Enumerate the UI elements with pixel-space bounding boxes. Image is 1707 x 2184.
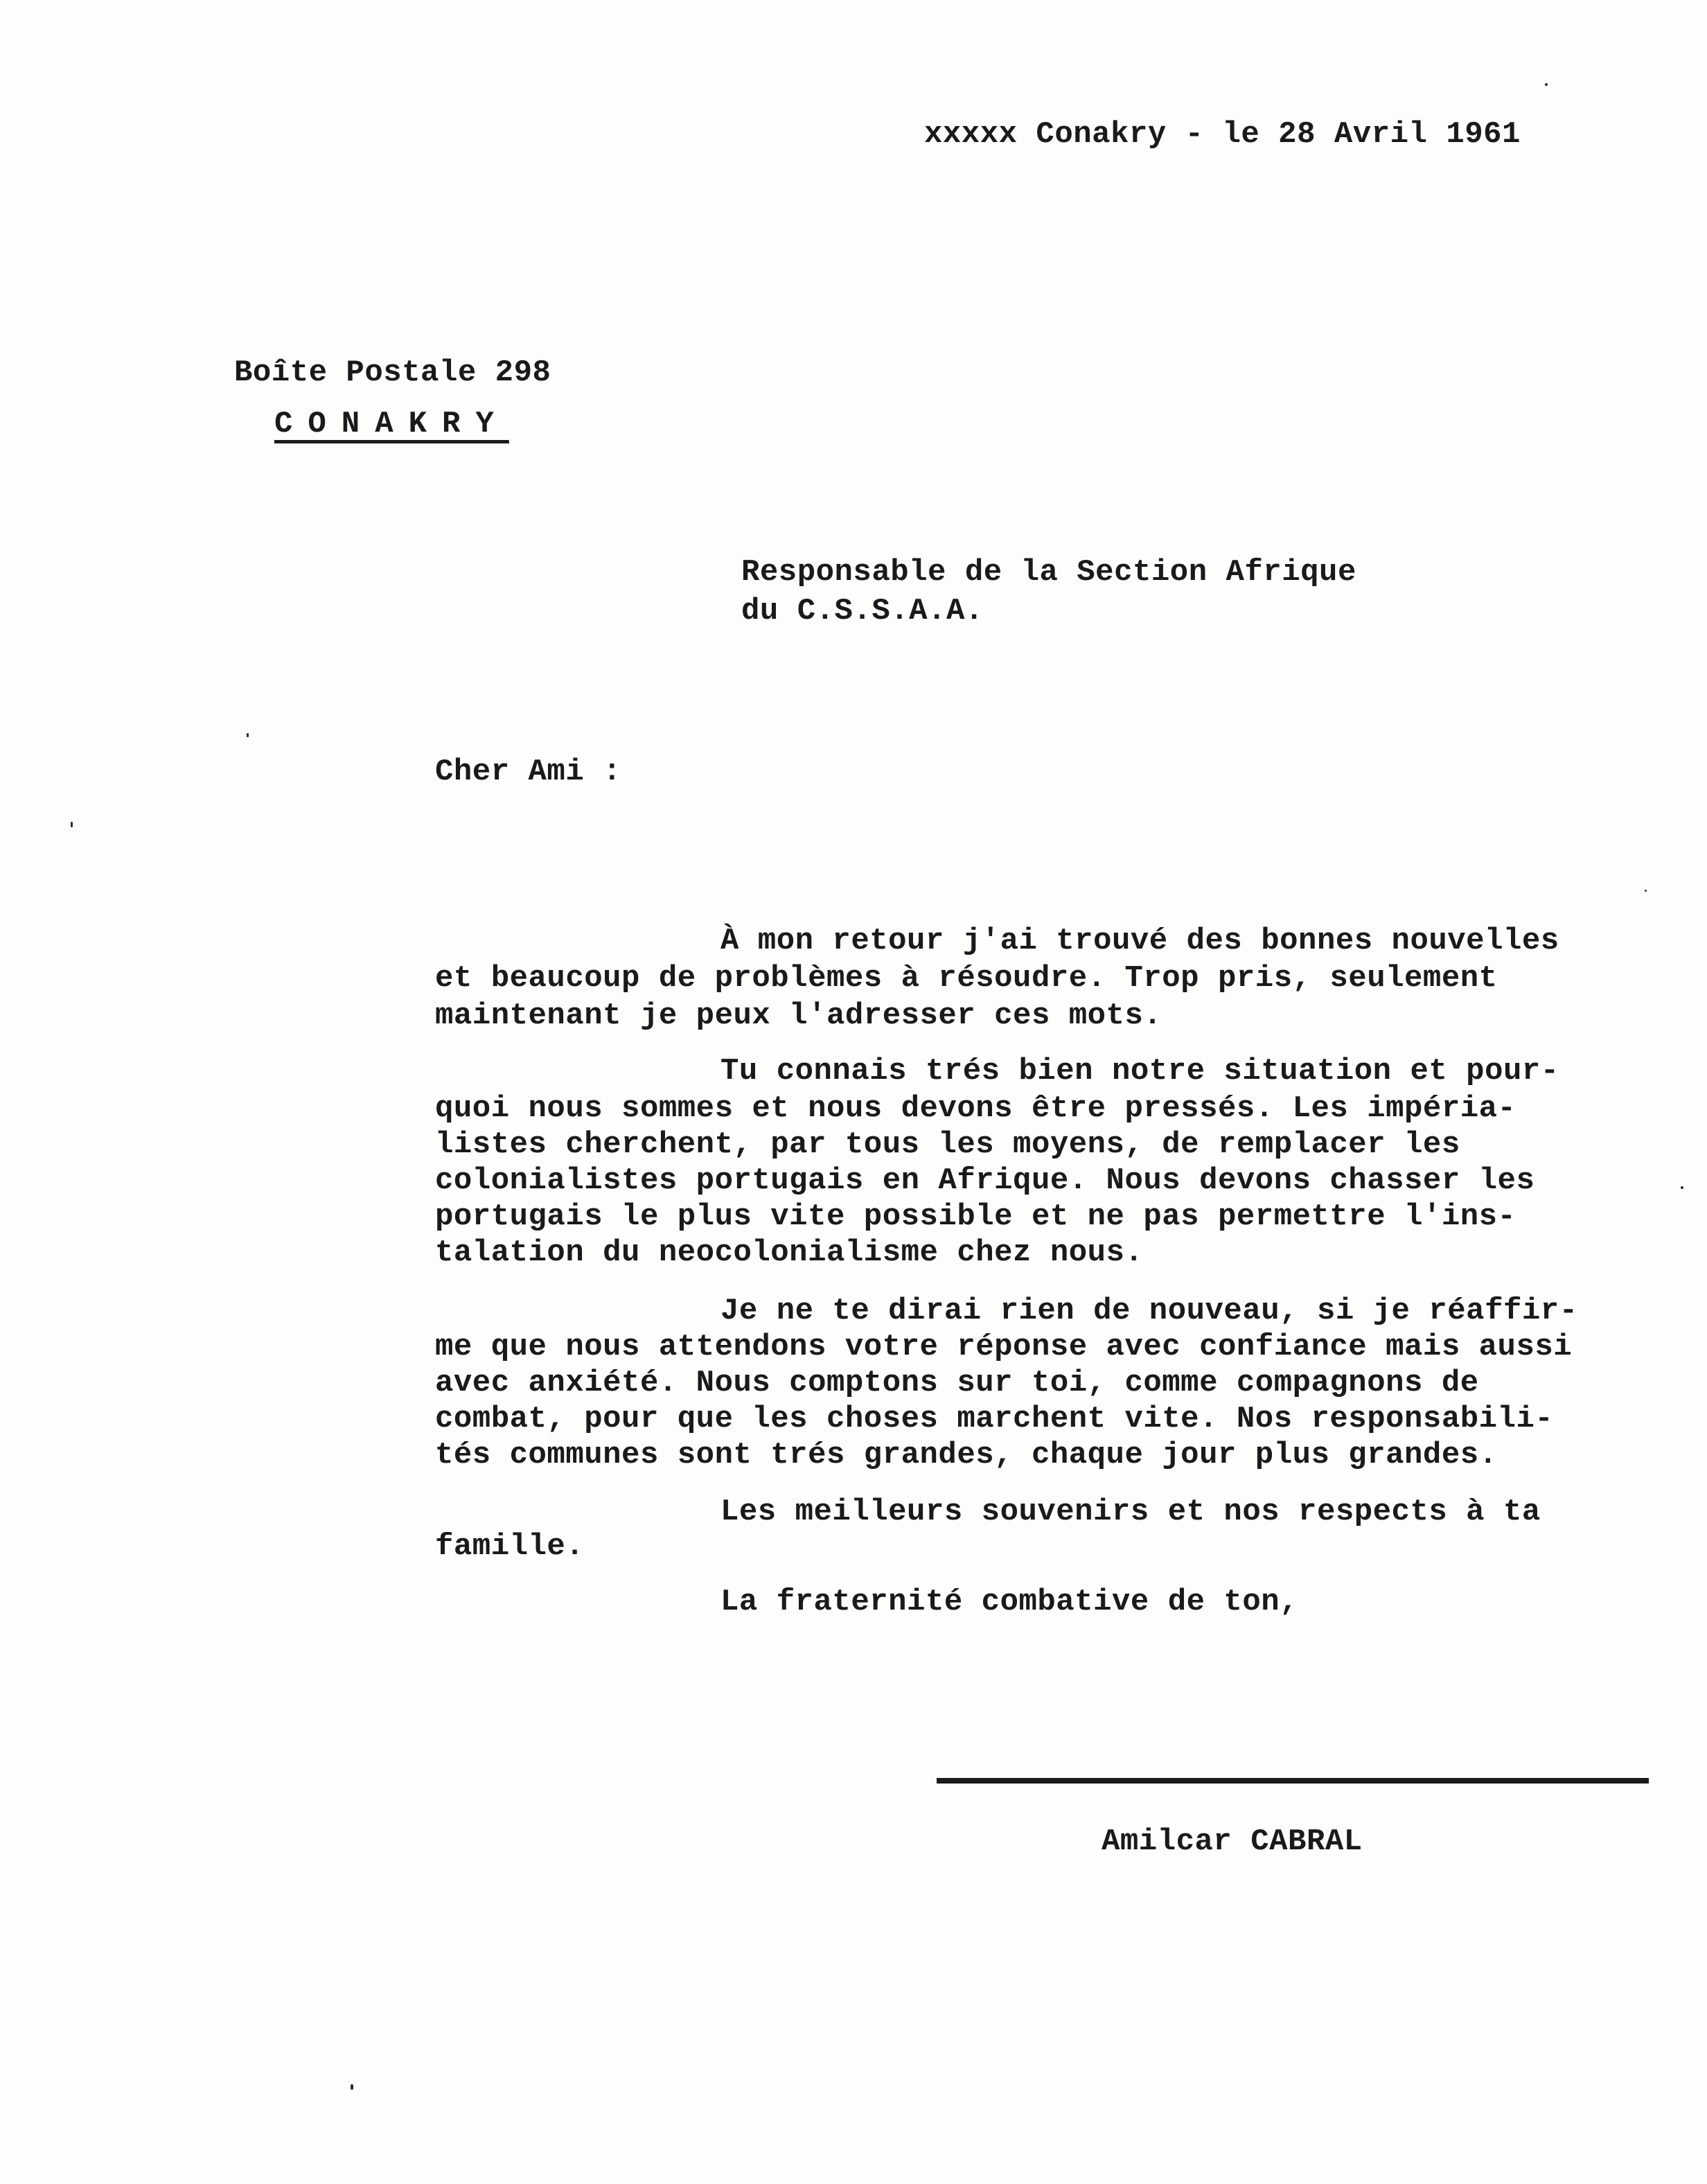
body-line: listes cherchent, par tous les moyens, de remplacer les	[435, 1127, 1460, 1162]
salutation: Cher Ami :	[435, 755, 622, 789]
recipient-line1: Responsable de la Section Afrique	[741, 555, 1356, 590]
body-line: Je ne te dirai rien de nouveau, si je réaffir-	[720, 1294, 1578, 1328]
body-line: Tu connais trés bien notre situation et pour-	[720, 1054, 1559, 1089]
body-line: talation du neocolonialisme chez nous.	[435, 1235, 1144, 1270]
closing-line: Les meilleurs souvenirs et nos respects à ta	[720, 1495, 1541, 1529]
body-line: combat, pour que les choses marchent vite. Nos responsabili-	[435, 1402, 1554, 1436]
body-line: me que nous attendons votre réponse avec confiance mais aussi	[435, 1330, 1573, 1364]
body-line: portugais le plus vite possible et ne pas permettre l'ins-	[435, 1199, 1516, 1234]
scan-speck	[351, 2084, 353, 2090]
body-line: quoi nous sommes et nous devons être pressés. Les impéria-	[435, 1091, 1516, 1126]
signature-name: Amilcar CABRAL	[1102, 1824, 1363, 1859]
valediction: La fraternité combative de ton,	[720, 1585, 1299, 1619]
body-line: et beaucoup de problèmes à résoudre. Trop pris, seulement	[435, 961, 1498, 996]
sender-address-city: CONAKRY	[274, 407, 509, 441]
scan-speck	[247, 733, 249, 737]
scan-speck	[71, 822, 73, 827]
signature-rule	[937, 1778, 1649, 1784]
body-line: tés communes sont trés grandes, chaque jour plus grandes.	[435, 1438, 1498, 1472]
closing-line: famille.	[435, 1529, 585, 1564]
dateline: xxxxx Conakry - le 28 Avril 1961	[924, 117, 1521, 152]
scan-speck	[1545, 83, 1548, 86]
recipient-line2: du C.S.S.A.A.	[741, 594, 984, 628]
scan-speck	[1645, 890, 1647, 892]
sender-address-line1: Boîte Postale 298	[234, 355, 551, 390]
body-line: À mon retour j'ai trouvé des bonnes nouvelles	[720, 924, 1559, 958]
body-line: avec anxiété. Nous comptons sur toi, comme compagnons de	[435, 1366, 1479, 1400]
body-line: colonialistes portugais en Afrique. Nous devons chasser les	[435, 1163, 1535, 1198]
body-line: maintenant je peux l'adresser ces mots.	[435, 998, 1162, 1033]
scan-speck	[1681, 1186, 1683, 1189]
